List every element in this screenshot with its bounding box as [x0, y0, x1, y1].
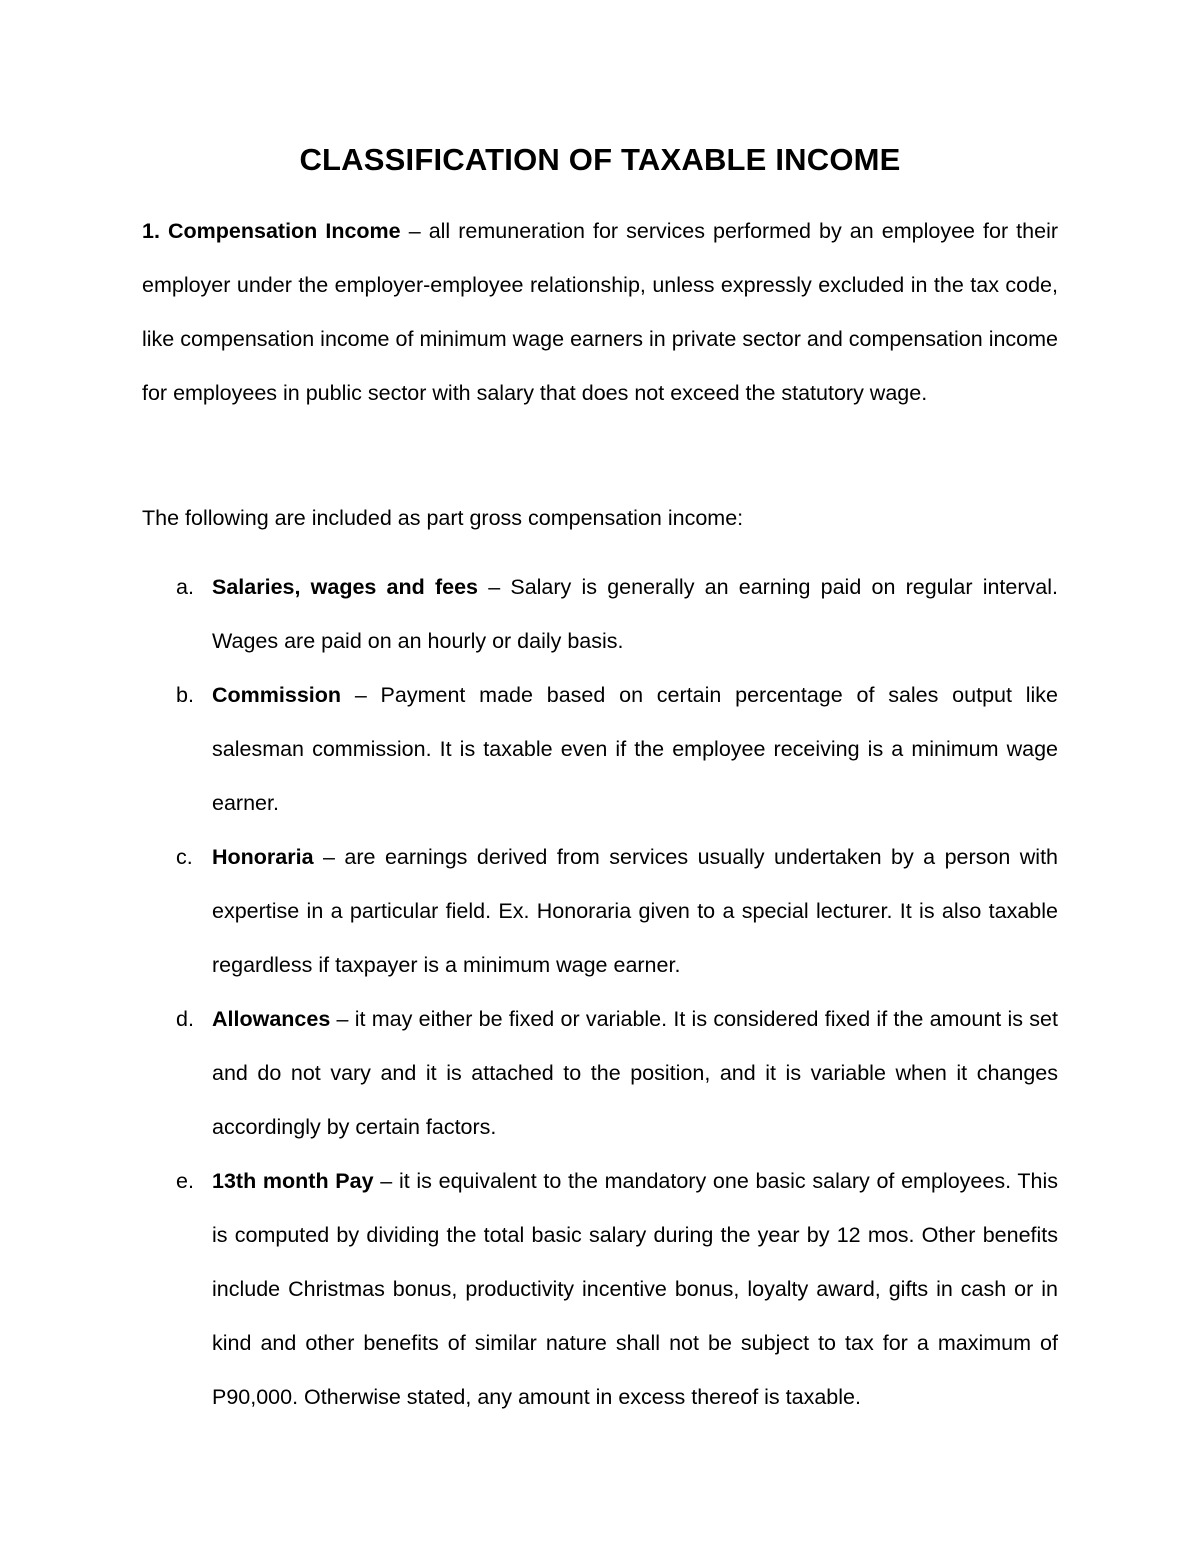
document-title: CLASSIFICATION OF TAXABLE INCOME: [299, 142, 901, 177]
item-term: Allowances: [212, 1007, 331, 1031]
item-term: Honoraria: [212, 845, 314, 869]
list-item: [142, 992, 1058, 1154]
list-marker: a.: [176, 575, 194, 599]
item-term: 13th month Pay: [212, 1169, 374, 1193]
section-term: Compensation Income: [168, 219, 401, 243]
list-marker: c.: [176, 845, 193, 869]
item-text: – Payment made based on certain percentage of sales output like salesman commission. It is taxable even if the employee receiving is a minimum wage earner.: [212, 683, 1058, 815]
compensation-items-list: [142, 560, 1058, 1424]
item-term: Commission: [212, 683, 342, 707]
list-item: [142, 830, 1058, 992]
section-number: 1.: [142, 219, 160, 243]
item-text: – it may either be fixed or variable. It is considered fixed if the amount is set and do not vary and it is attached to the position, and it is variable when it changes accordingly by certain factors.: [212, 1007, 1058, 1139]
following-intro-paragraph: The following are included as part gross compensation income:: [142, 506, 744, 530]
list-item: [142, 560, 1058, 668]
section-definition: – all remuneration for services performed by an employee for their employer under the employer-employee relationship, unless expressly excluded in the tax code, like compensation income of minimum wage earners in private sector and compensation income for employees in public sector with salary that does not exceed the statutory wage.: [142, 219, 1059, 405]
list-marker: d.: [176, 1007, 194, 1031]
list-item: [142, 668, 1058, 830]
item-text: – are earnings derived from services usually undertaken by a person with expertise in a particular field. Ex. Honoraria given to a special lecturer. It is also taxable regardless if taxpayer is a minimum wage earner.: [212, 845, 1058, 977]
item-text: – it is equivalent to the mandatory one basic salary of employees. This is computed by dividing the total basic salary during the year by 12 mos. Other benefits include Christmas bonus, productivity incentive bonus, loyalty award, gifts in cash or in kind and other benefits of similar nature shall not be subject to tax for a maximum of P90,000. Otherwise stated, any amount in excess thereof is taxable.: [212, 1169, 1058, 1409]
compensation-income-paragraph: [142, 204, 1058, 420]
item-text: – Salary is generally an earning paid on regular interval. Wages are paid on an hourly or daily basis.: [212, 575, 1058, 653]
list-marker: e.: [176, 1169, 194, 1193]
list-item: [142, 1154, 1058, 1424]
item-term: Salaries, wages and fees: [212, 575, 479, 599]
list-marker: b.: [176, 683, 194, 707]
